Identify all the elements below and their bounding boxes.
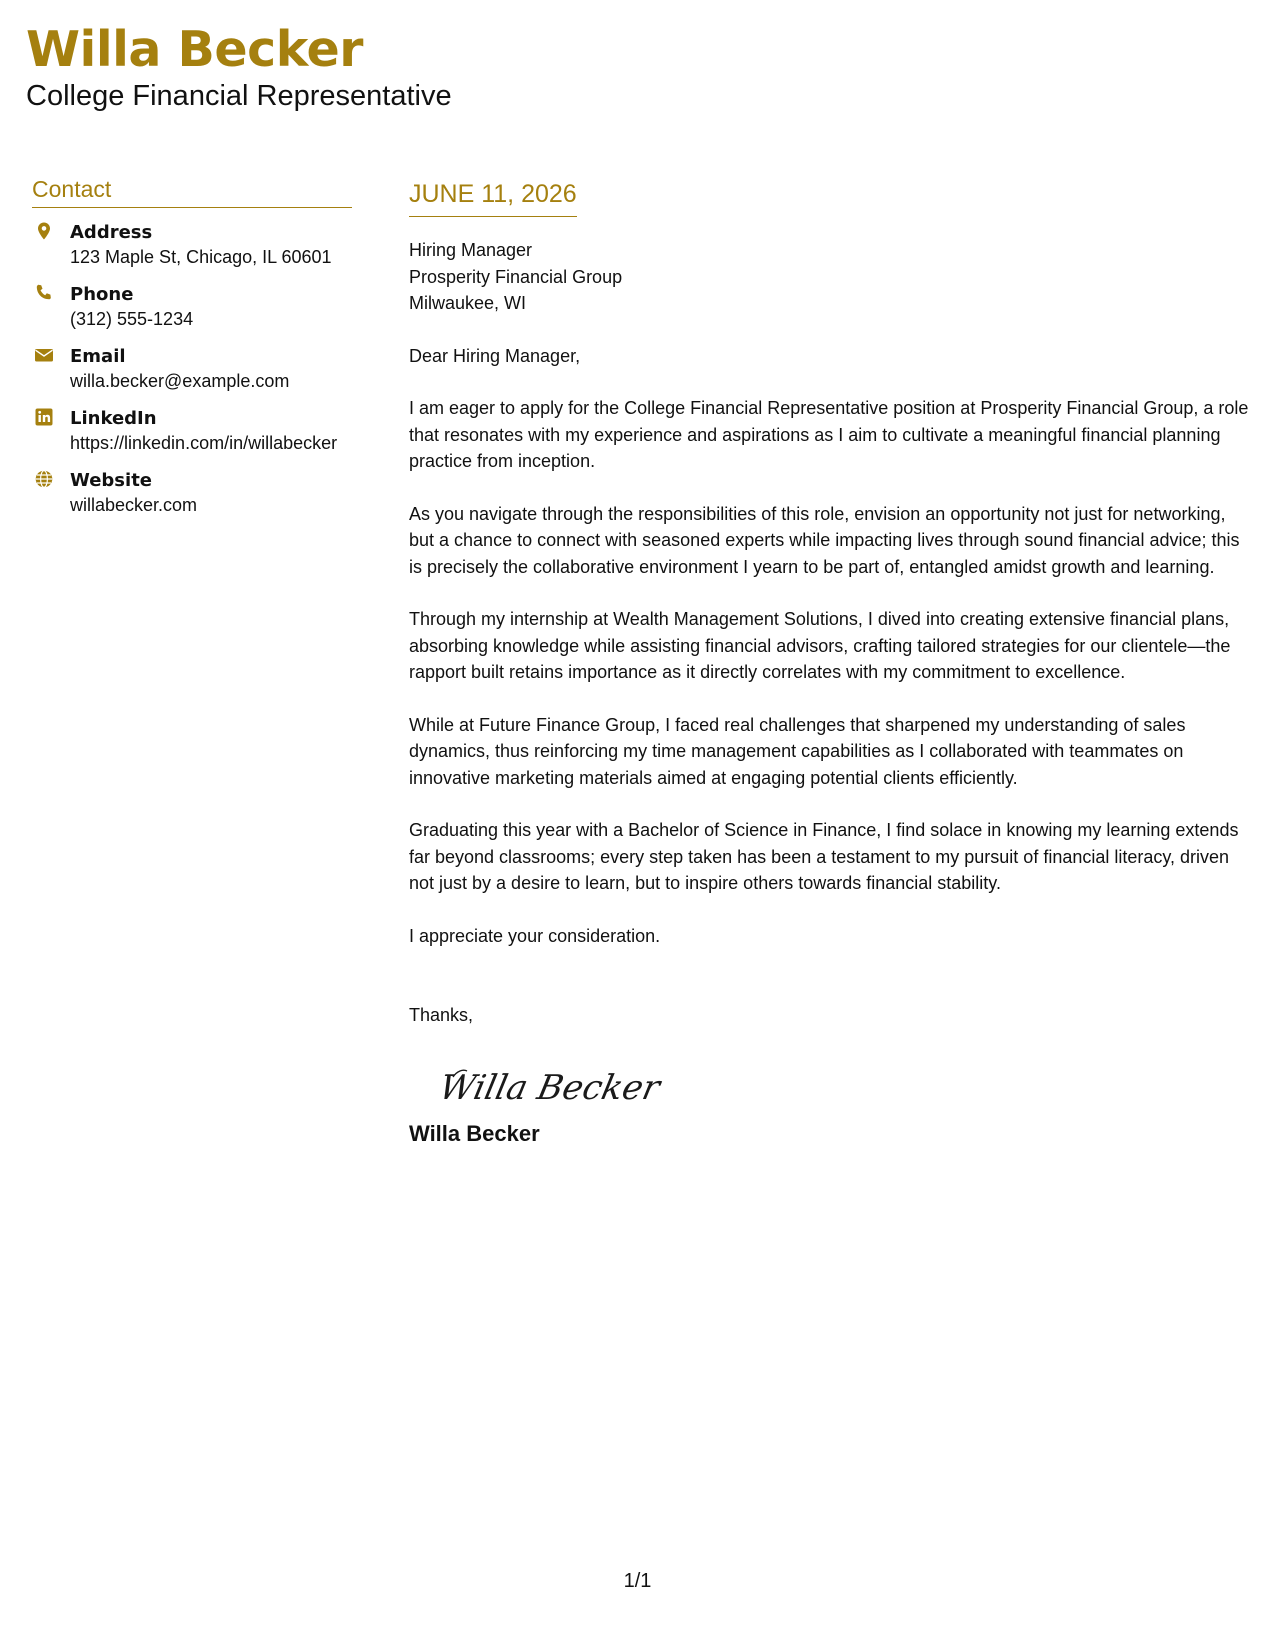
contact-value: willabecker.com — [70, 495, 198, 515]
contact-label: Email — [70, 346, 126, 367]
body-paragraph: While at Future Finance Group, I faced real challenges that sharpened my understanding of sales dynamics, thus reinforcing my time management capabilities as I collaborated with teammates on innovative marketing materials aimed at engaging potential clients efficiently. — [409, 714, 1186, 788]
closing-line: I appreciate your consideration. — [409, 925, 661, 946]
contact-value: https://linkedin.com/in/willabecker — [70, 433, 338, 453]
contact-address — [32, 220, 352, 270]
recipient-line: Hiring Manager — [409, 240, 533, 260]
handwritten-signature — [435, 1055, 1254, 1115]
body-paragraph: Graduating this year with a Bachelor of Science in Finance, I find solace in knowing my learning extends far beyond classrooms; every step taken has been a testament to my pursuit of financial literacy, driven not just by a desire to learn, but to inspire others towards financial stability. — [409, 820, 1239, 893]
contact-email — [32, 344, 352, 394]
contact-phone — [32, 282, 352, 332]
applicant-role: College Financial Representative — [26, 80, 452, 112]
contact-value: willa.becker@example.com — [70, 371, 290, 391]
contact-section-title: Contact — [32, 175, 352, 208]
page-number: 1/1 — [623, 1570, 652, 1592]
contact-sidebar — [32, 175, 352, 518]
body-paragraph: As you navigate through the responsibilities of this role, envision an opportunity not just for networking, but a chance to connect with seasoned experts while impacting lives through sound financial advice; this is precisely the collaborative environment I yearn to be part of, entangled amidst growth and learning. — [409, 503, 1240, 577]
contact-website — [32, 468, 352, 518]
header — [26, 20, 452, 114]
signer-name: Willa Becker — [409, 1120, 540, 1146]
body-paragraph: Through my internship at Wealth Management Solutions, I dived into creating extensive financial plans, absorbing knowledge while assisting financial advisors, crafting tailored strategies for our clientele—the rapport built retains importance as it directly correlates with my commitment to excellence. — [409, 609, 1231, 682]
contact-linkedin — [32, 406, 352, 456]
salutation: Dear Hiring Manager, — [409, 345, 581, 366]
contact-label: Address — [70, 222, 153, 243]
globe-icon — [34, 469, 54, 489]
recipient-block — [409, 237, 1254, 317]
contact-value: 123 Maple St, Chicago, IL 60601 — [70, 247, 332, 267]
letter-date: JUNE 11, 2026 — [409, 180, 577, 208]
recipient-line: Milwaukee, WI — [409, 293, 527, 313]
recipient-line: Prosperity Financial Group — [409, 266, 623, 287]
contact-label: Website — [70, 470, 153, 491]
contact-value: (312) 555-1234 — [70, 309, 194, 329]
signature-image — [435, 1055, 695, 1115]
map-pin-icon — [34, 221, 54, 241]
contact-label: Phone — [70, 284, 134, 305]
signoff: Thanks, — [409, 1005, 474, 1025]
svg-text:Willa Becker: Willa Becker — [435, 1067, 664, 1108]
phone-icon — [34, 283, 54, 303]
linkedin-icon — [34, 407, 54, 427]
date-block — [409, 178, 577, 217]
contact-label: LinkedIn — [70, 408, 157, 429]
envelope-icon — [34, 345, 54, 365]
body-paragraph: I am eager to apply for the College Financial Representative position at Prosperity Financial Group, a role that resonates with my experience and aspirations as I aim to cultivate a meaningful financial planning practice from inception. — [409, 398, 1249, 471]
applicant-name: Willa Becker — [26, 21, 363, 78]
letter-body — [409, 178, 1254, 1149]
